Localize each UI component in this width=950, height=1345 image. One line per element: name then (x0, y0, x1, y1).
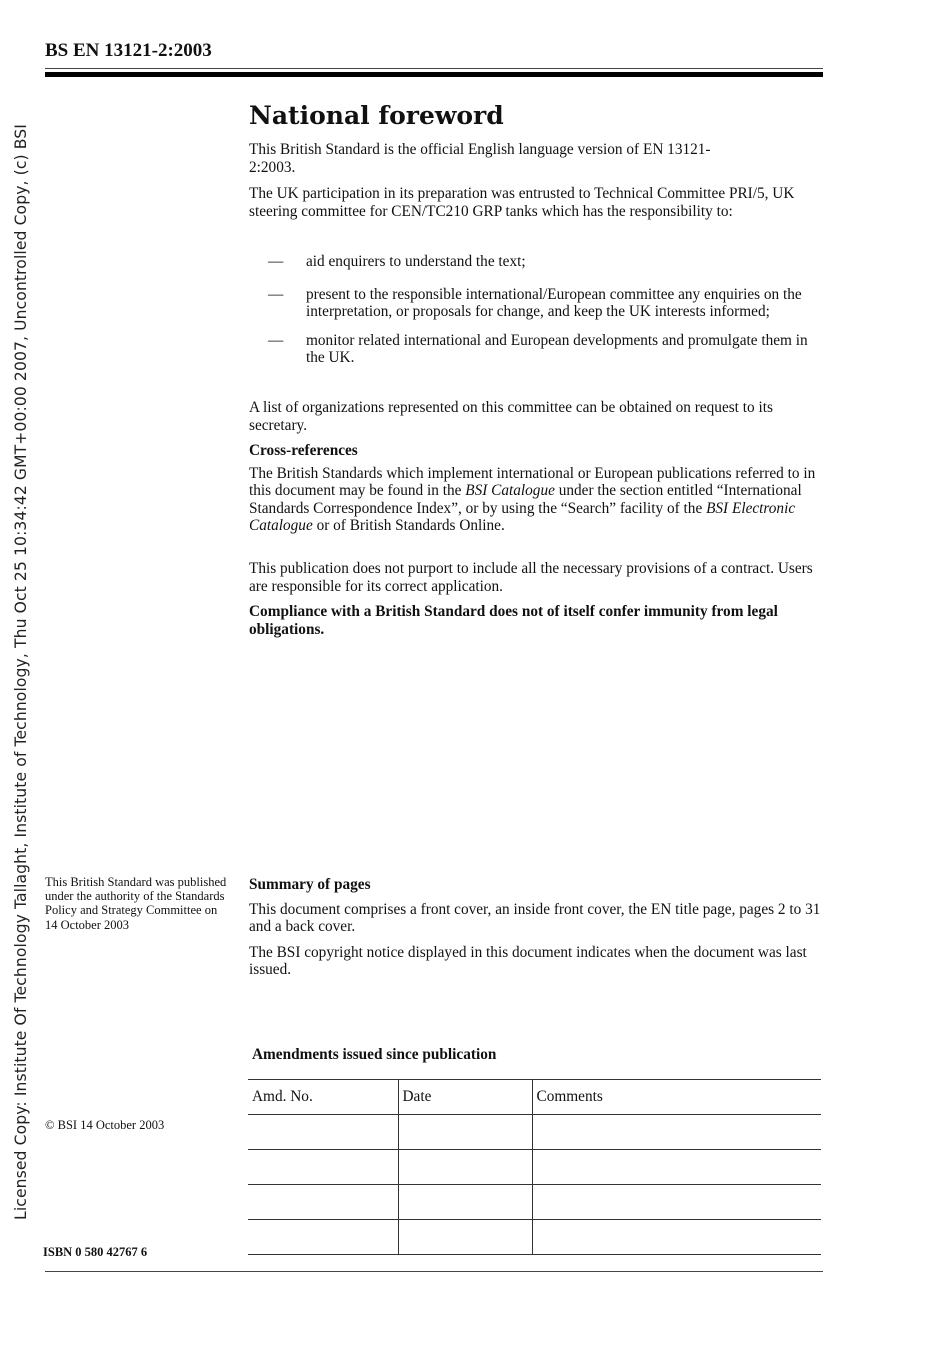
table-row (248, 1220, 821, 1255)
table-cell (248, 1185, 398, 1220)
amendments-table (248, 1079, 821, 1255)
footer-rule (45, 1271, 823, 1272)
table-row (248, 1115, 821, 1150)
summary-of-pages (249, 876, 824, 979)
table-row (248, 1150, 821, 1185)
cross-references-section (249, 442, 824, 535)
table-cell (248, 1115, 398, 1150)
summary-heading: Summary of pages (249, 876, 371, 893)
table-cell (398, 1185, 532, 1220)
cross-references-text: The British Standards which implement international or European publications referred to in this document may be found in the BSI Catalogue under the section entitled “International Standards Correspondence Index”, or by using the “Search” facility of the BSI Electronic Catalogue or of British Standards Online. (249, 464, 816, 534)
column-header-date: Date (398, 1080, 532, 1115)
license-watermark: Licensed Copy: Institute Of Technology Tallaght, Institute of Technology, Thu Oct 25 10:34:42 GMT+00:00 2007, Uncontrolled Copy, (c) BSI (12, 124, 30, 1220)
foreword-committee: The UK participation in its preparation was entrusted to Technical Committee PRI/5, UK steering committee for CEN/TC210 GRP tanks which has the responsibility to: (249, 185, 795, 220)
compliance-statement: Compliance with a British Standard does not of itself confer immunity from legal obligations. (249, 603, 778, 638)
table-cell (248, 1220, 398, 1255)
table-cell (398, 1220, 532, 1255)
table-cell (398, 1115, 532, 1150)
cross-references-heading: Cross-references (249, 442, 358, 459)
amendments-title: Amendments issued since publication (252, 1046, 497, 1063)
foreword-intro: This British Standard is the official English language version of EN 13121-2:2003. (249, 141, 711, 176)
responsibility-list (249, 253, 824, 367)
table-cell (398, 1150, 532, 1185)
table-cell (248, 1150, 398, 1185)
table-header-row (248, 1080, 821, 1115)
column-header-comments: Comments (532, 1080, 821, 1115)
table-cell (532, 1220, 821, 1255)
page-title: National foreword (249, 101, 504, 130)
header-rule-thin (45, 68, 823, 69)
list-item: — aid enquirers to understand the text; (268, 253, 526, 270)
copyright-notice-text: The BSI copyright notice displayed in this document indicates when the document was last issued. (249, 943, 807, 978)
publication-authority-note: This British Standard was published under the authority of the Standards Policy and Strategy Committee on 14 October 2003 (45, 875, 227, 932)
copyright-line: © BSI 14 October 2003 (45, 1118, 165, 1132)
table-row (248, 1185, 821, 1220)
provisions-note: This publication does not purport to include all the necessary provisions of a contract. Users are responsible for its correct application. (249, 560, 813, 595)
document-code: BS EN 13121-2:2003 (45, 40, 212, 61)
table-cell (532, 1150, 821, 1185)
isbn: ISBN 0 580 42767 6 (43, 1245, 148, 1259)
summary-text: This document comprises a front cover, an inside front cover, the EN title page, pages 2 to 31 and a back cover. (249, 900, 821, 935)
committee-list-note: A list of organizations represented on this committee can be obtained on request to its secretary. (249, 399, 773, 434)
list-item: — present to the responsible international/European committee any enquiries on the interpretation, or proposals for change, and keep the UK interests informed; (268, 285, 802, 320)
header-rule-thick (45, 72, 823, 77)
column-header-amd-no: Amd. No. (248, 1080, 398, 1115)
list-item: — monitor related international and European developments and promulgate them in the UK. (268, 331, 808, 366)
table-cell (532, 1185, 821, 1220)
table-cell (532, 1115, 821, 1150)
